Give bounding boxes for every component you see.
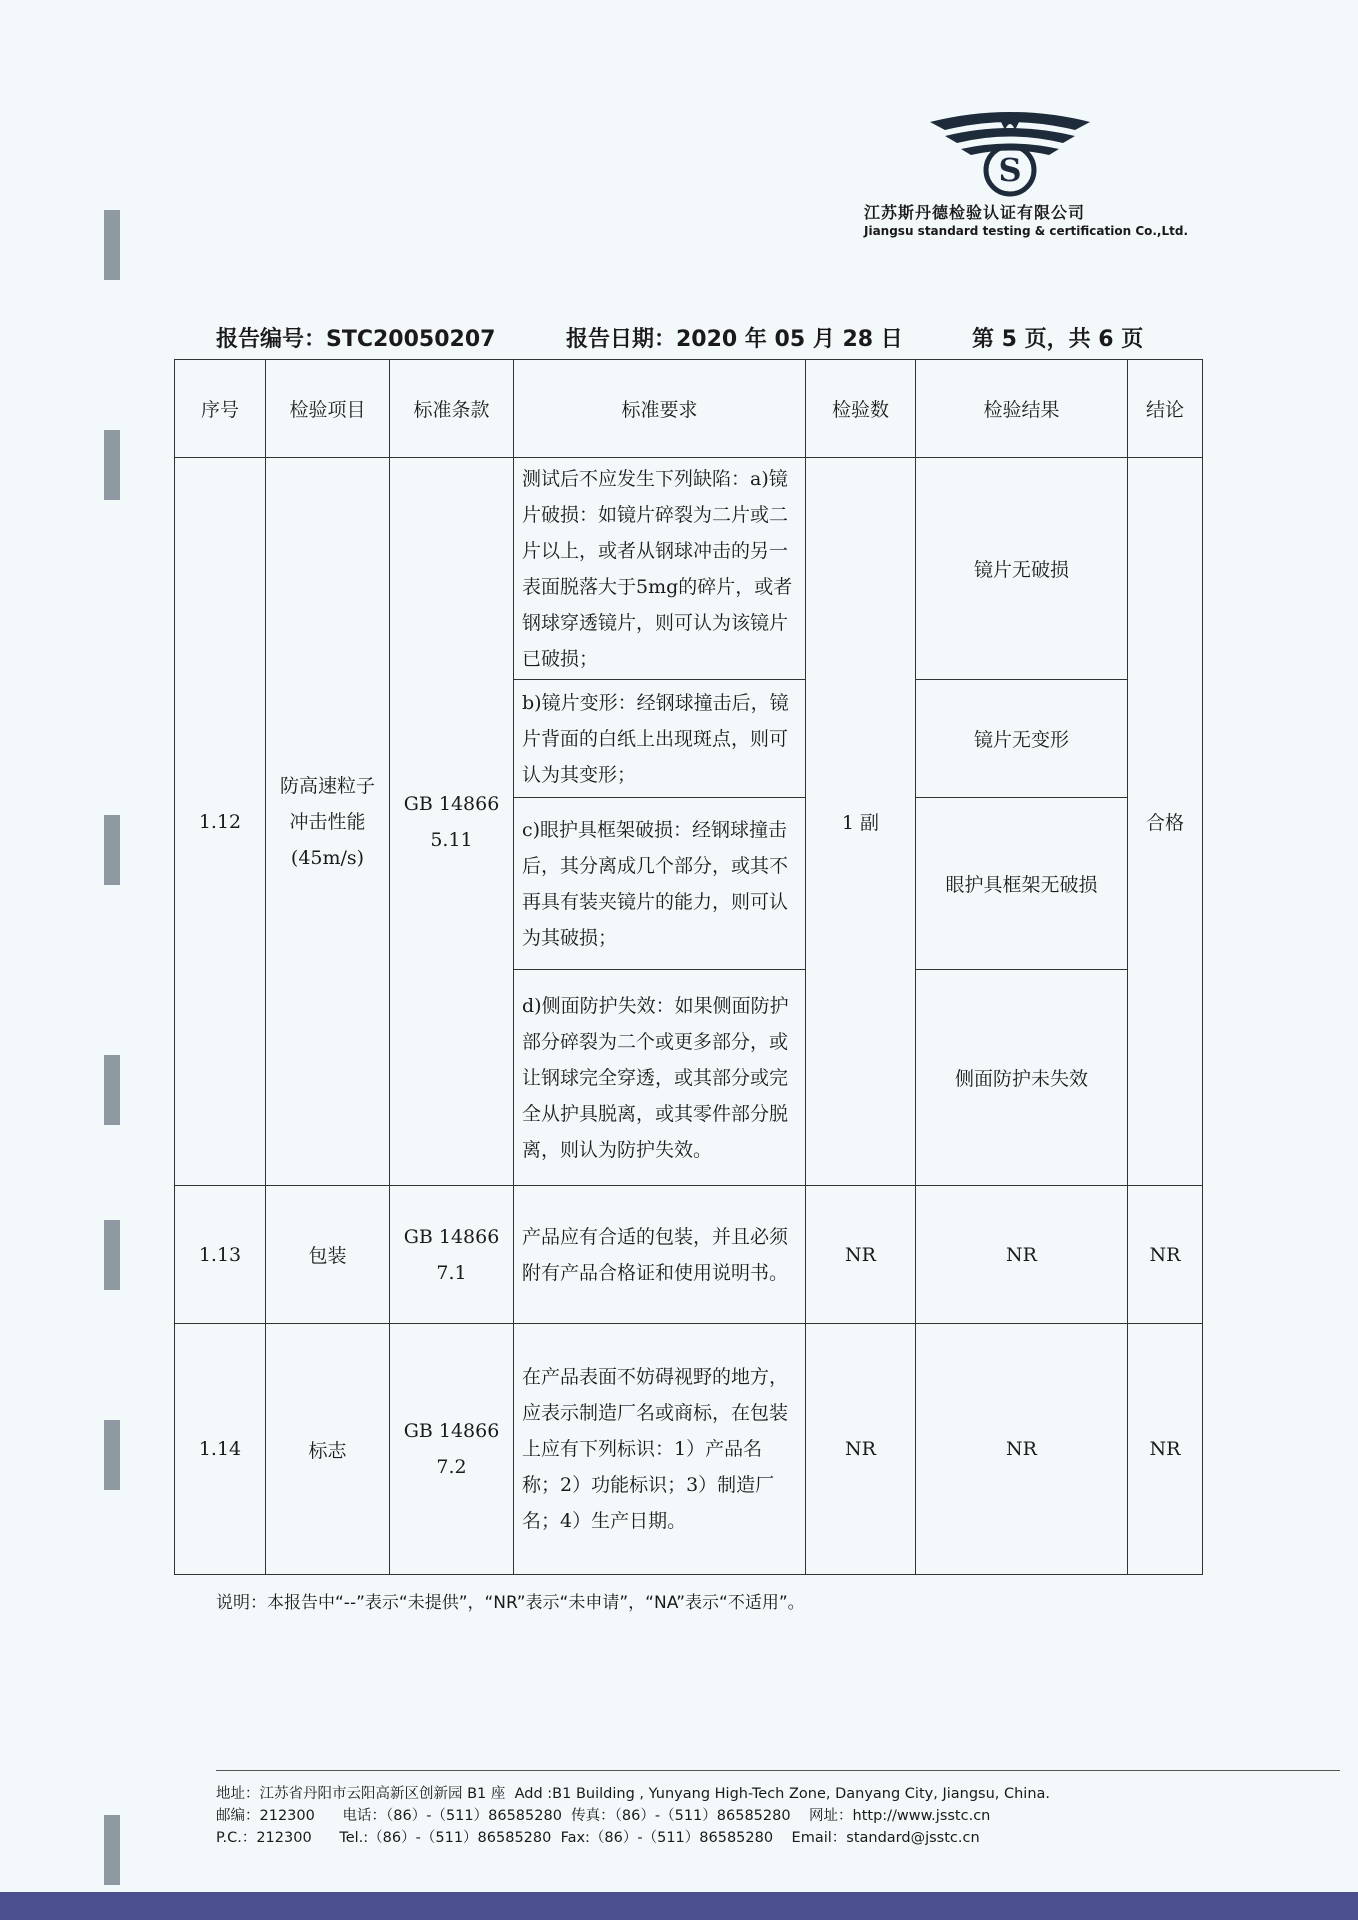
legend-note: 说明：本报告中“--”表示“未提供”，“NR”表示“未申请”，“NA”表示“不适用”。 (216, 1593, 805, 1613)
conclusion: NR (1128, 1324, 1203, 1575)
requirement-text: c)眼护具框架破损：经钢球撞击后，其分离成几个部分，或其不再具有装夹镜片的能力，则可认为其破损； (514, 798, 806, 970)
header-cell: 标准条款 (390, 360, 514, 458)
sample-count: NR (806, 1324, 916, 1575)
footer-fax-en: Fax:（86）-（511）86585280 (560, 1830, 774, 1846)
requirement-text: d)侧面防护失效：如果侧面防护部分碎裂为二个或更多部分，或让钢球完全穿透，或其部分或完全从护具脱离，或其零件部分脱离，则认为防护失效。 (514, 970, 806, 1186)
side-strip (104, 1420, 120, 1490)
conclusion: NR (1128, 1186, 1203, 1324)
bottom-band (0, 1892, 1358, 1920)
table-row (175, 1324, 1203, 1575)
footer-contact-en (216, 1827, 1050, 1849)
svg-text:S: S (998, 151, 1022, 189)
test-item: 标志 (266, 1324, 390, 1575)
footer-contact-cn (216, 1805, 1050, 1827)
header-cell: 标准要求 (514, 360, 806, 458)
row-number: 1.12 (175, 458, 266, 1186)
sample-count: NR (806, 1186, 916, 1324)
header-cell: 结论 (1128, 360, 1203, 458)
test-result: 镜片无破损 (916, 458, 1128, 680)
table-header-row (175, 360, 1203, 458)
header-cell: 序号 (175, 360, 266, 458)
footer-phone: 电话：（86）-（511）86585280 (342, 1808, 562, 1824)
standard-clause: GB 14866 5.11 (390, 458, 514, 1186)
report-date: 报告日期：2020 年 05 月 28 日 (566, 327, 903, 352)
table-row (175, 1186, 1203, 1324)
test-result: 镜片无变形 (916, 680, 1128, 798)
company-name-en: Jiangsu standard testing & certification Co.,Ltd. (864, 224, 1189, 238)
sample-count: 1 副 (806, 458, 916, 1186)
company-name-cn: 江苏斯丹德检验认证有限公司 (864, 203, 1086, 222)
requirement-text: 产品应有合适的包装，并且必须附有产品合格证和使用说明书。 (514, 1186, 806, 1324)
footer-postcode-en: P.C.：212300 (216, 1830, 312, 1846)
conclusion: 合格 (1128, 458, 1203, 1186)
test-item: 防高速粒子冲击性能(45m/s) (266, 458, 390, 1186)
report-number: 报告编号：STC20050207 (216, 327, 496, 352)
test-result: 眼护具框架无破损 (916, 798, 1128, 970)
footer-address: 地址：江苏省丹阳市云阳高新区创新园 B1 座 Add :B1 Building , Yunyang High-Tech Zone, Danyang City, Jiangsu, China. (216, 1786, 1051, 1802)
test-result: 侧面防护未失效 (916, 970, 1128, 1186)
side-strip (104, 815, 120, 885)
row-number: 1.14 (175, 1324, 266, 1575)
test-item: 包装 (266, 1186, 390, 1324)
footer-divider (216, 1770, 1340, 1771)
side-strip (104, 430, 120, 500)
test-result: NR (916, 1186, 1128, 1324)
header-cell: 检验数 (806, 360, 916, 458)
footer-website: 网址：http://www.jsstc.cn (809, 1808, 991, 1824)
side-strip (104, 1220, 120, 1290)
side-strip (104, 1055, 120, 1125)
footer (216, 1783, 1050, 1849)
footer-fax: 传真：（86）-（511）86585280 (571, 1808, 791, 1824)
inspection-table (174, 359, 1203, 1575)
side-strip (104, 210, 120, 280)
standard-clause: GB 14866 7.1 (390, 1186, 514, 1324)
company-logo (925, 100, 1095, 210)
side-strip (104, 1815, 120, 1885)
standard-clause: GB 14866 7.2 (390, 1324, 514, 1575)
footer-tel: Tel.:（86）-（511）86585280 (339, 1830, 552, 1846)
requirement-text: 在产品表面不妨碍视野的地方，应表示制造厂名或商标，在包装上应有下列标识：1）产品名称；2）功能标识；3）制造厂名；4）生产日期。 (514, 1324, 806, 1575)
footer-postcode: 邮编：212300 (216, 1808, 315, 1824)
row-number: 1.13 (175, 1186, 266, 1324)
test-result: NR (916, 1324, 1128, 1575)
requirement-text: 测试后不应发生下列缺陷：a)镜片破损：如镜片碎裂为二片或二片以上，或者从钢球冲击的另一表面脱落大于5mg的碎片，或者钢球穿透镜片，则可认为该镜片已破损； (514, 458, 806, 680)
table-row (175, 458, 1203, 680)
requirement-text: b)镜片变形：经钢球撞击后，镜片背面的白纸上出现斑点，则可认为其变形； (514, 680, 806, 798)
header-cell: 检验项目 (266, 360, 390, 458)
footer-email: Email：standard@jsstc.cn (791, 1830, 980, 1846)
header-cell: 检验结果 (916, 360, 1128, 458)
page-indicator: 第 5 页，共 6 页 (972, 327, 1144, 352)
